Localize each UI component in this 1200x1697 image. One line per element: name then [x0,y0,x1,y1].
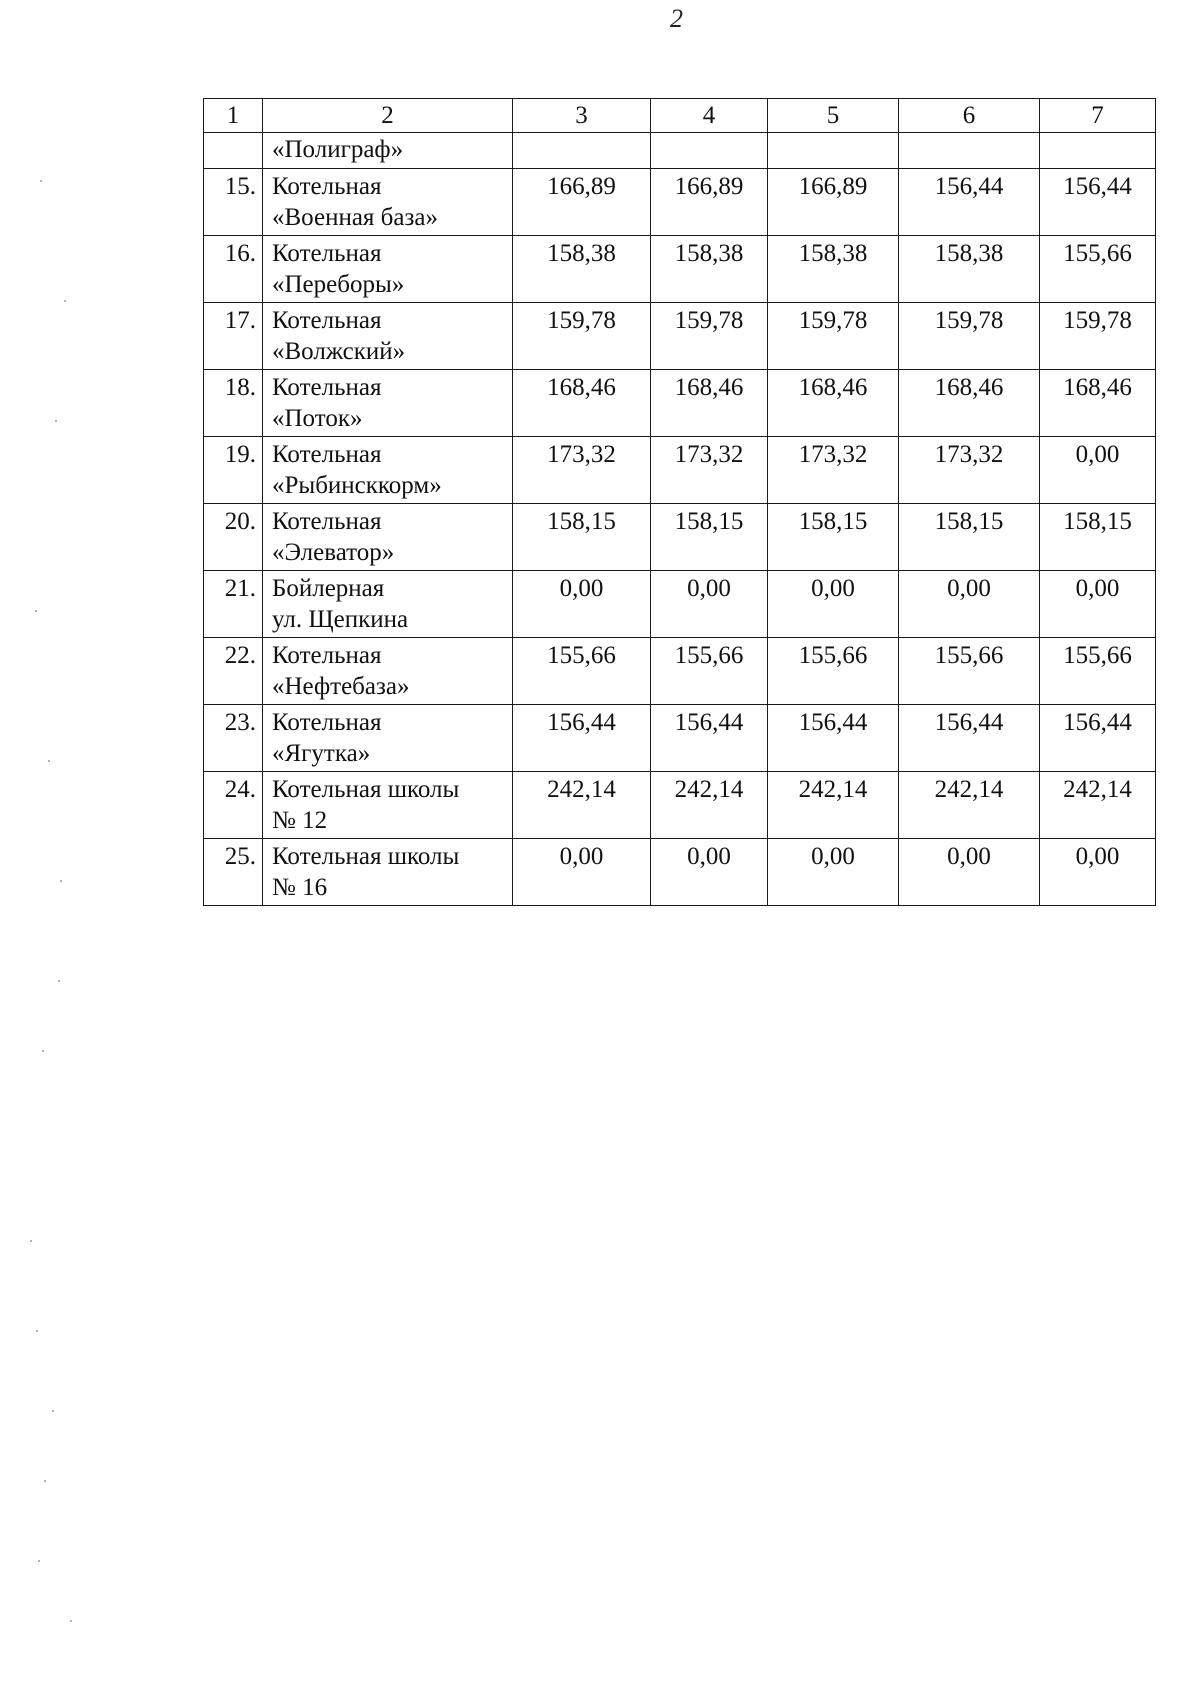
value-cell: 168,46 [513,370,651,437]
value-cell: 166,89 [513,169,651,236]
value-cell: 156,44 [651,705,768,772]
table-row [204,705,1156,772]
value-cell: 173,32 [651,437,768,504]
facility-name-line-2: «Поток» [272,405,363,432]
value-cell [651,133,768,169]
row-number-cell: 16. [204,236,263,303]
scan-speck [30,1240,32,1242]
scan-speck [40,180,42,182]
facility-name-line-1: Котельная [272,374,382,401]
value-cell: 242,14 [899,772,1040,839]
row-number-cell: 23. [204,705,263,772]
value-cell: 159,78 [899,303,1040,370]
table-row [204,772,1156,839]
value-cell: 0,00 [1040,571,1156,638]
row-number-cell: 17. [204,303,263,370]
value-cell: 0,00 [768,839,899,906]
page-number: 2 [670,4,683,33]
facility-name-cell [263,169,513,236]
tariff-table [203,98,1156,906]
facility-name-line-1: Котельная [272,709,382,736]
value-cell: 156,44 [513,705,651,772]
value-cell: 0,00 [1040,437,1156,504]
facility-name-line-2: «Военная база» [272,204,438,231]
column-header: 6 [899,99,1040,133]
scan-speck [44,1480,46,1482]
facility-name-cell [263,370,513,437]
value-cell: 0,00 [513,839,651,906]
value-cell: 158,15 [651,504,768,571]
facility-name-line-1: Котельная [272,307,382,334]
table-row [204,236,1156,303]
value-cell: 242,14 [1040,772,1156,839]
value-cell: 0,00 [899,571,1040,638]
facility-name-cell: «Полиграф» [263,133,513,169]
value-cell: 158,38 [899,236,1040,303]
facility-name-line-1: Котельная школы [272,776,460,803]
scan-speck [55,420,57,422]
table-row [204,437,1156,504]
column-header: 5 [768,99,899,133]
value-cell: 158,15 [1040,504,1156,571]
scan-speck [58,980,60,982]
value-cell: 173,32 [768,437,899,504]
value-cell: 156,44 [1040,169,1156,236]
facility-name-line-1: Котельная [272,240,382,267]
scan-speck [35,610,37,612]
facility-name-line-1: Котельная [272,441,382,468]
value-cell [513,133,651,169]
value-cell: 0,00 [899,839,1040,906]
row-number-cell: 25. [204,839,263,906]
row-number-cell: 19. [204,437,263,504]
facility-name-line-1: Котельная [272,173,382,200]
table-row [204,303,1156,370]
value-cell: 242,14 [768,772,899,839]
facility-name-cell [263,236,513,303]
value-cell: 166,89 [651,169,768,236]
value-cell: 156,44 [899,705,1040,772]
value-cell: 155,66 [1040,236,1156,303]
scan-speck [38,1560,40,1562]
value-cell: 158,38 [651,236,768,303]
value-cell: 159,78 [1040,303,1156,370]
value-cell [768,133,899,169]
scan-speck [48,760,50,762]
value-cell: 159,78 [768,303,899,370]
value-cell: 0,00 [1040,839,1156,906]
value-cell: 156,44 [768,705,899,772]
facility-name-line-1: Котельная [272,642,382,669]
facility-name-line-1: Котельная школы [272,843,460,870]
value-cell: 155,66 [513,638,651,705]
value-cell: 242,14 [651,772,768,839]
facility-name-line-2: «Рыбинсккорм» [272,472,442,499]
table-row [204,370,1156,437]
facility-name-cell [263,772,513,839]
value-cell: 168,46 [651,370,768,437]
row-number-cell: 24. [204,772,263,839]
column-header: 3 [513,99,651,133]
value-cell: 173,32 [899,437,1040,504]
column-header: 7 [1040,99,1156,133]
facility-name-line-2: ул. Щепкина [272,606,409,633]
value-cell: 156,44 [899,169,1040,236]
value-cell: 0,00 [768,571,899,638]
facility-name-cell [263,571,513,638]
value-cell: 158,38 [768,236,899,303]
column-header: 4 [651,99,768,133]
value-cell: 173,32 [513,437,651,504]
column-header: 1 [204,99,263,133]
value-cell: 159,78 [651,303,768,370]
value-cell: 168,46 [1040,370,1156,437]
facility-name-line-2: «Нефтебаза» [272,673,410,700]
scan-speck [42,1050,44,1052]
row-number-cell: 15. [204,169,263,236]
facility-name-line-2: «Ягутка» [272,740,371,767]
value-cell: 0,00 [651,571,768,638]
table-row [204,638,1156,705]
scan-speck [70,1620,72,1622]
value-cell: 166,89 [768,169,899,236]
value-cell: 158,15 [768,504,899,571]
value-cell: 155,66 [651,638,768,705]
value-cell: 156,44 [1040,705,1156,772]
facility-name-cell [263,303,513,370]
value-cell: 158,38 [513,236,651,303]
facility-name-line-2: «Волжский» [272,338,406,365]
scan-speck [64,300,66,302]
table-row [204,504,1156,571]
facility-name-line-2: № 16 [272,874,328,901]
value-cell: 168,46 [768,370,899,437]
value-cell: 155,66 [1040,638,1156,705]
table-row [204,571,1156,638]
facility-name-cell [263,504,513,571]
table-row [204,839,1156,906]
row-number-cell: 20. [204,504,263,571]
column-number-row [204,99,1156,133]
facility-name-line-1: Бойлерная [272,575,385,602]
value-cell: 242,14 [513,772,651,839]
row-number-cell: 18. [204,370,263,437]
value-cell: 158,15 [513,504,651,571]
value-cell [1040,133,1156,169]
facility-name-line-2: № 12 [272,807,328,834]
value-cell [899,133,1040,169]
table-body [204,99,1156,906]
value-cell: 0,00 [513,571,651,638]
facility-name-line-1: Котельная [272,508,382,535]
column-header: 2 [263,99,513,133]
value-cell: 159,78 [513,303,651,370]
scan-speck [36,1330,38,1332]
facility-name-line-2: «Элеватор» [272,539,395,566]
value-cell: 158,15 [899,504,1040,571]
value-cell: 155,66 [899,638,1040,705]
continuation-row [204,133,1156,169]
value-cell: 0,00 [651,839,768,906]
value-cell: 155,66 [768,638,899,705]
row-number-cell: 22. [204,638,263,705]
scan-speck [60,880,62,882]
row-number-cell [204,133,263,169]
facility-name-cell [263,638,513,705]
value-cell: 168,46 [899,370,1040,437]
scan-speck [52,1410,54,1412]
row-number-cell: 21. [204,571,263,638]
facility-name-line-2: «Переборы» [272,271,405,298]
facility-name-cell [263,437,513,504]
facility-name-cell [263,839,513,906]
table-row [204,169,1156,236]
facility-name-cell [263,705,513,772]
